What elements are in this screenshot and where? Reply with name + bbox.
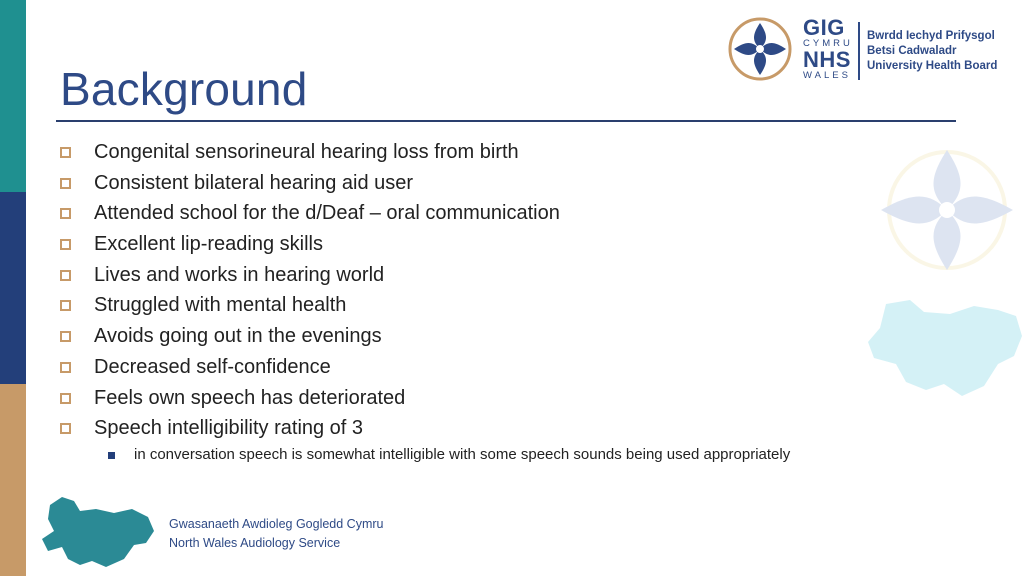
list-item: Avoids going out in the evenings	[60, 323, 560, 354]
health-board-name: Bwrdd Iechyd Prifysgol Betsi Cadwaladr University Health Board	[867, 30, 998, 72]
side-strip-teal	[0, 0, 26, 192]
bullet-square-icon	[60, 300, 71, 311]
bullet-square-icon	[60, 147, 71, 158]
bullet-square-icon	[60, 393, 71, 404]
footer-service-name: Gwasanaeth Awdioleg Gogledd Cymru North Wales Audiology Service	[169, 517, 384, 550]
watermark-north-wales-map-icon	[866, 298, 1024, 402]
bullet-square-icon	[60, 270, 71, 281]
title-divider	[56, 120, 956, 122]
list-item: Lives and works in hearing world	[60, 262, 560, 293]
slide-title: Background	[60, 63, 308, 115]
list-item: Decreased self-confidence	[60, 354, 560, 385]
bullet-square-icon	[60, 178, 71, 189]
side-strip-tan	[0, 384, 26, 576]
bullet-square-icon	[60, 208, 71, 219]
bullet-square-icon	[60, 331, 71, 342]
list-item: Speech intelligibility rating of 3	[60, 415, 560, 446]
list-item: Consistent bilateral hearing aid user	[60, 170, 560, 201]
bullet-square-icon	[60, 239, 71, 250]
list-item: Feels own speech has deteriorated	[60, 385, 560, 416]
gig-cymru-nhs-wales-wordmark: GIG CYMRU NHS WALES	[803, 15, 853, 81]
north-wales-map-icon	[40, 495, 156, 573]
sub-bullet: in conversation speech is somewhat intelligible with some speech sounds being used appropriately	[108, 444, 790, 466]
watermark-knot-icon	[872, 140, 1022, 280]
list-item: Struggled with mental health	[60, 292, 560, 323]
bullet-square-icon	[60, 362, 71, 373]
logo-divider	[858, 22, 860, 80]
sub-bullet-square-icon	[108, 452, 115, 459]
list-item: Excellent lip-reading skills	[60, 231, 560, 262]
bullet-square-icon	[60, 423, 71, 434]
list-item: Congenital sensorineural hearing loss from birth	[60, 139, 560, 170]
list-item: Attended school for the d/Deaf – oral communication	[60, 200, 560, 231]
bullet-list	[60, 139, 560, 446]
side-strip-navy	[0, 192, 26, 384]
